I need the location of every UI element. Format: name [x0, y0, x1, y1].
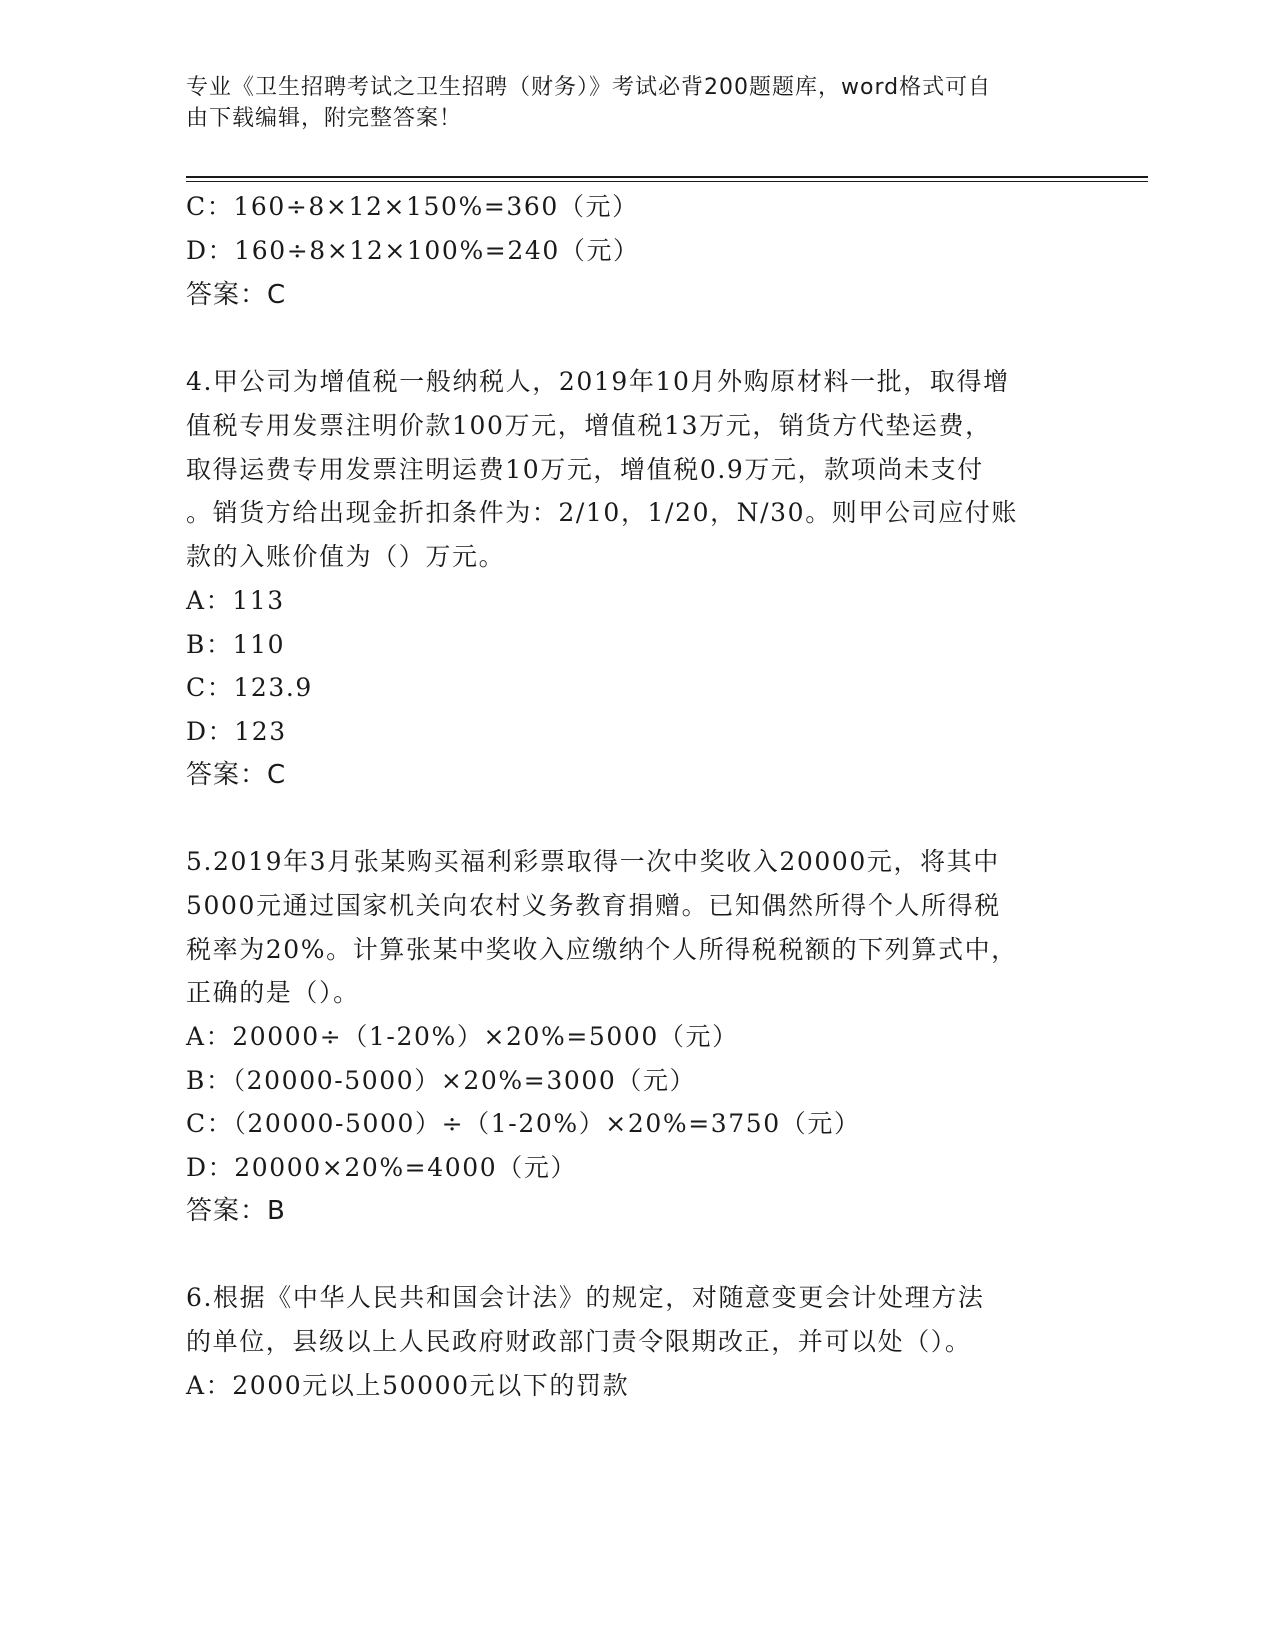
q5-stem-line: 正确的是（）。 — [186, 978, 360, 1007]
header-title-line-1: 专业《卫生招聘考试之卫生招聘（财务）》考试必背200题题库，word格式可自 — [186, 75, 992, 100]
q3-option-c: C：160÷8×12×150%=360（元） — [186, 192, 639, 221]
header-divider-thin — [186, 181, 1148, 182]
q4-stem-line: 取得运费专用发票注明运费10万元，增值税0.9万元，款项尚未支付 — [186, 455, 984, 484]
q5-option-c: C：（20000-5000）÷（1-20%）×20%=3750（元） — [186, 1109, 861, 1138]
q4-stem-line: 值税专用发票注明价款100万元，增值税13万元，销货方代垫运费， — [186, 411, 992, 440]
q4-option-a: A：113 — [186, 586, 285, 615]
q4-stem-line: 。销货方给出现金折扣条件为：2/10，1/20，N/30。则甲公司应付账 — [186, 498, 1018, 527]
q4-stem-line: 款的入账价值为（）万元。 — [186, 542, 506, 571]
q6-stem-line: 的单位，县级以上人民政府财政部门责令限期改正，并可以处（）。 — [186, 1327, 972, 1356]
q4-answer: 答案：C — [186, 760, 287, 790]
document-header — [186, 72, 1066, 134]
q5-option-b: B：（20000-5000）×20%=3000（元） — [186, 1066, 697, 1095]
q5-stem-line: 5000元通过国家机关向农村义务教育捐赠。已知偶然所得个人所得税 — [186, 891, 1001, 920]
q4-option-b: B：110 — [186, 630, 286, 659]
q5-answer: 答案：B — [186, 1196, 286, 1226]
q6-stem-line: 6.根据《中华人民共和国会计法》的规定，对随意变更会计处理方法 — [186, 1283, 985, 1312]
q5-stem-line: 税率为20%。计算张某中奖收入应缴纳个人所得税税额的下列算式中， — [186, 935, 1018, 964]
q5-stem-line: 5.2019年3月张某购买福利彩票取得一次中奖收入20000元，将其中 — [186, 847, 1000, 876]
q5-option-d: D：20000×20%=4000（元） — [186, 1153, 578, 1182]
q5-option-a: A：20000÷（1-20%）×20%=5000（元） — [186, 1022, 739, 1051]
q4-option-d: D：123 — [186, 717, 287, 746]
q3-option-d: D：160÷8×12×100%=240（元） — [186, 236, 640, 265]
q4-stem-line: 4.甲公司为增值税一般纳税人，2019年10月外购原材料一批，取得增 — [186, 367, 1010, 396]
header-divider-thick — [186, 176, 1148, 178]
header-title-line-2: 由下载编辑，附完整答案！ — [186, 106, 463, 131]
q4-option-c: C：123.9 — [186, 673, 313, 702]
q3-answer: 答案：C — [186, 280, 287, 310]
q6-option-a: A：2000元以上50000元以下的罚款 — [186, 1371, 630, 1400]
